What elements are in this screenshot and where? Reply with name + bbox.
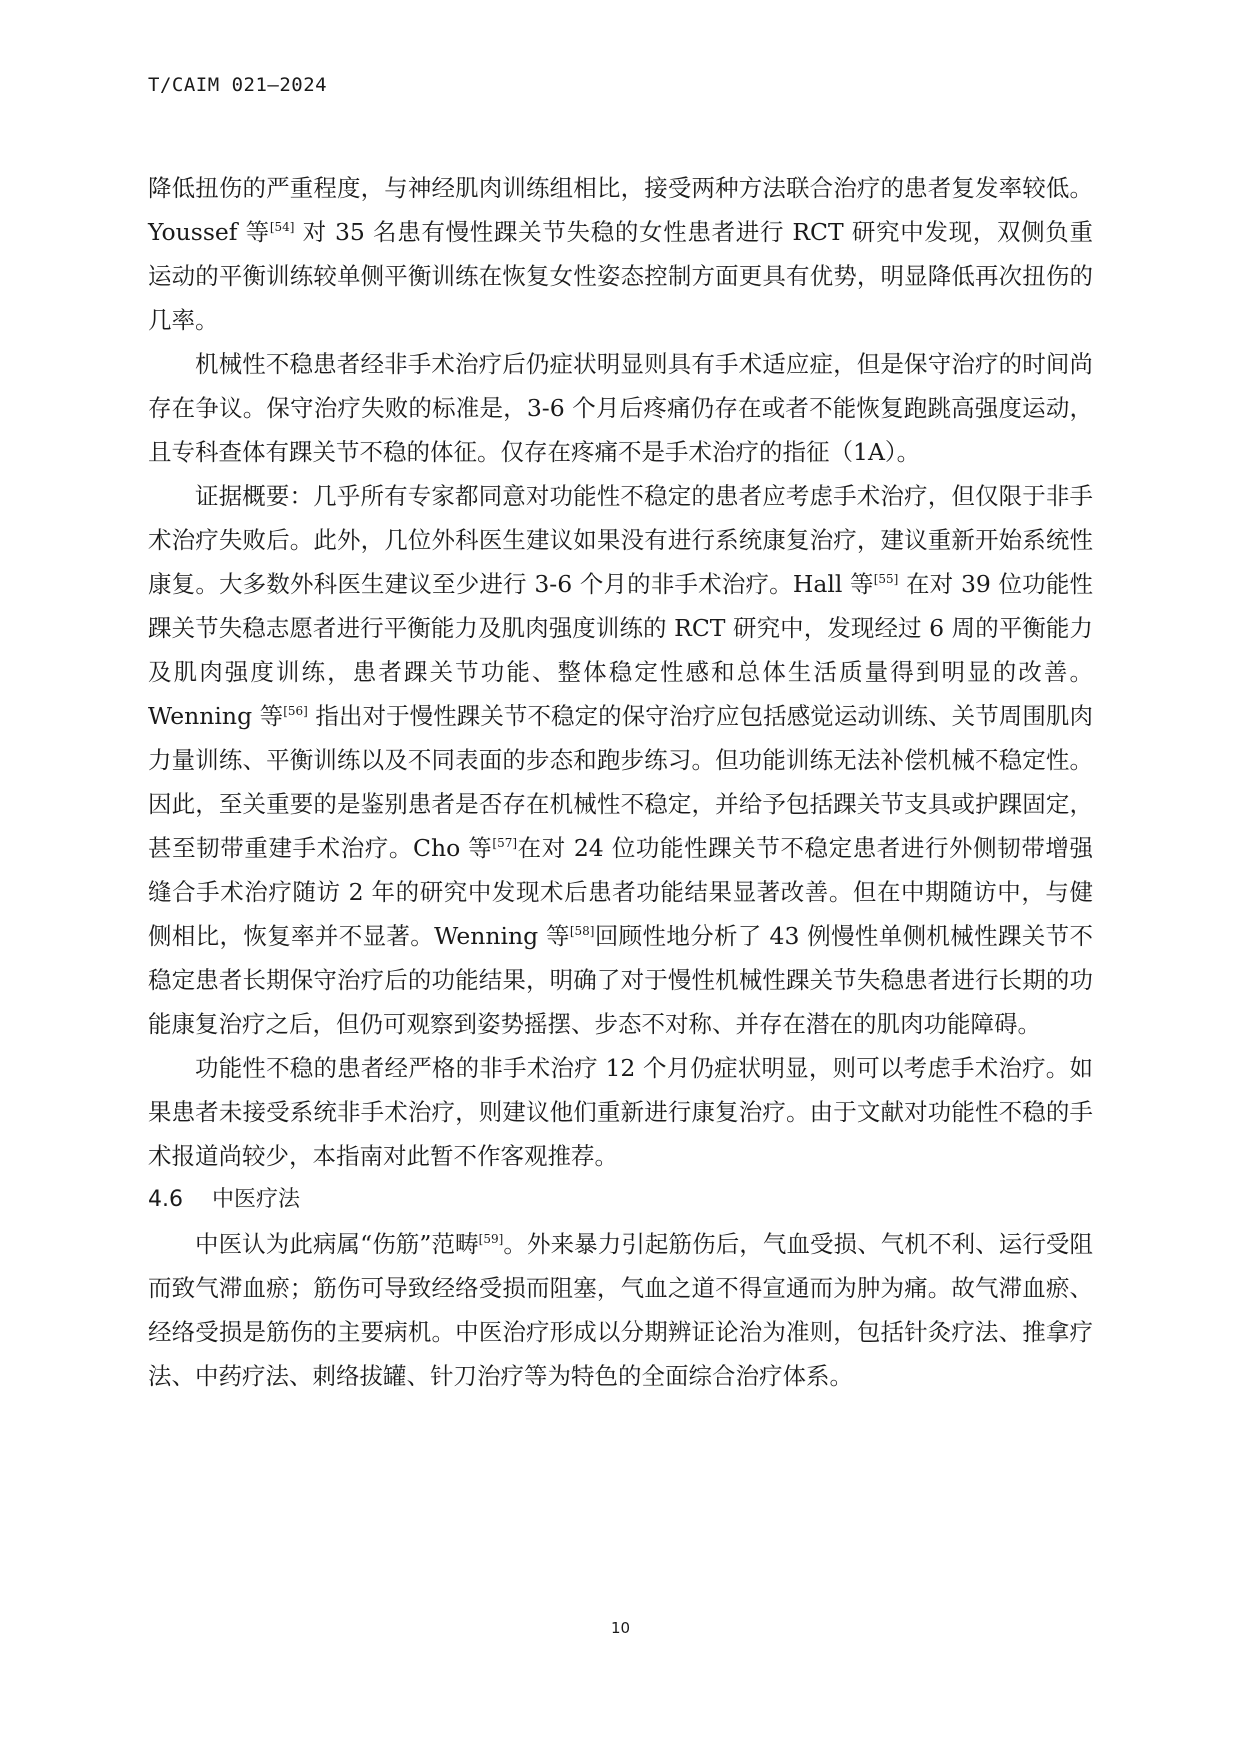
paragraph-3: [148, 474, 1093, 1046]
paragraph-text: 在对 39 位功能性踝关节失稳志愿者进行平衡能力及肌肉强度训练的 RCT 研究中，发现经过 6 周的平衡能力及肌肉强度训练，患者踝关节功能、整体稳定性感和总体生活质量得到明显的改善。Wenning 等: [148, 570, 1093, 730]
paragraph-text: 机械性不稳患者经非手术治疗后仍症状明显则具有手术适应症，但是保守治疗的时间尚存在争议。保守治疗失败的标准是，3-6 个月后疼痛仍存在或者不能恢复跑跳高强度运动，且专科查体有踝关节不稳的体征。仅存在疼痛不是手术治疗的指征（1A）。: [148, 350, 1093, 466]
citation-ref-58: [58]: [569, 924, 595, 939]
citation-ref-56: [56]: [283, 704, 308, 719]
citation-ref-54: [54]: [269, 220, 295, 235]
paragraph-text: 指出对于慢性踝关节不稳定的保守治疗应包括感觉运动训练、关节周围肌肉力量训练、平衡训练以及不同表面的步态和跑步练习。但功能训练无法补偿机械不稳定性。因此，至关重要的是鉴别患者是否存在机械性不稳定，并给予包括踝关节支具或护踝固定，甚至韧带重建手术治疗。Cho 等: [148, 702, 1093, 862]
paragraph-text: 证据概要：几乎所有专家都同意对功能性不稳定的患者应考虑手术治疗，但仅限于非手术治疗失败后。此外，几位外科医生建议如果没有进行系统康复治疗，建议重新开始系统性康复。大多数外科医生建议至少进行 3-6 个月的非手术治疗。Hall 等: [148, 482, 1093, 598]
paragraph-5: [148, 1222, 1093, 1398]
section-heading: [148, 1178, 1093, 1222]
citation-ref-55: [55]: [873, 572, 899, 587]
citation-ref-57: [57]: [492, 836, 518, 851]
standard-code-header: T/CAIM 021—2024: [148, 74, 328, 96]
paragraph-text: 中医认为此病属“伤筋”范畴: [195, 1230, 479, 1258]
paragraph-text: 功能性不稳的患者经严格的非手术治疗 12 个月仍症状明显，则可以考虑手术治疗。如果患者未接受系统非手术治疗，则建议他们重新进行康复治疗。由于文献对功能性不稳的手术报道尚较少，本指南对此暂不作客观推荐。: [148, 1054, 1093, 1170]
section-number: 4.6: [148, 1187, 183, 1212]
paragraph-text: 回顾性地分析了 43 例慢性单侧机械性踝关节不稳定患者长期保守治疗后的功能结果，明确了对于慢性机械性踝关节失稳患者进行长期的功能康复治疗之后，但仍可观察到姿势摇摆、步态不对称、并存在潜在的肌肉功能障碍。: [148, 922, 1093, 1038]
paragraph-text: 对 35 名患有慢性踝关节失稳的女性患者进行 RCT 研究中发现，双侧负重运动的平衡训练较单侧平衡训练在恢复女性姿态控制方面更具有优势，明显降低再次扭伤的几率。: [148, 218, 1093, 334]
paragraph-text: 降低扭伤的严重程度，与神经肌肉训练组相比，接受两种方法联合治疗的患者复发率较低。Youssef 等: [148, 174, 1093, 246]
paragraph-2: [148, 342, 1093, 474]
paragraph-text: 在对 24 位功能性踝关节不稳定患者进行外侧韧带增强缝合手术治疗随访 2 年的研究中发现术后患者功能结果显著改善。但在中期随访中，与健侧相比，恢复率并不显著。Wenning 等: [148, 834, 1094, 950]
paragraph-text: 。外来暴力引起筋伤后，气血受损、气机不利、运行受阻而致气滞血瘀；筋伤可导致经络受损而阻塞，气血之道不得宣通而为肿为痛。故气滞血瘀、经络受损是筋伤的主要病机。中医治疗形成以分期辨证论治为准则，包括针灸疗法、推拿疗法、中药疗法、刺络拔罐、针刀治疗等为特色的全面综合治疗体系。: [148, 1230, 1094, 1390]
paragraph-1: [148, 166, 1093, 342]
document-body: [148, 166, 1093, 1398]
section-title: 中医疗法: [212, 1187, 301, 1212]
page-number: 10: [610, 1619, 631, 1637]
paragraph-4: [148, 1046, 1093, 1178]
citation-ref-59: [59]: [478, 1232, 504, 1247]
